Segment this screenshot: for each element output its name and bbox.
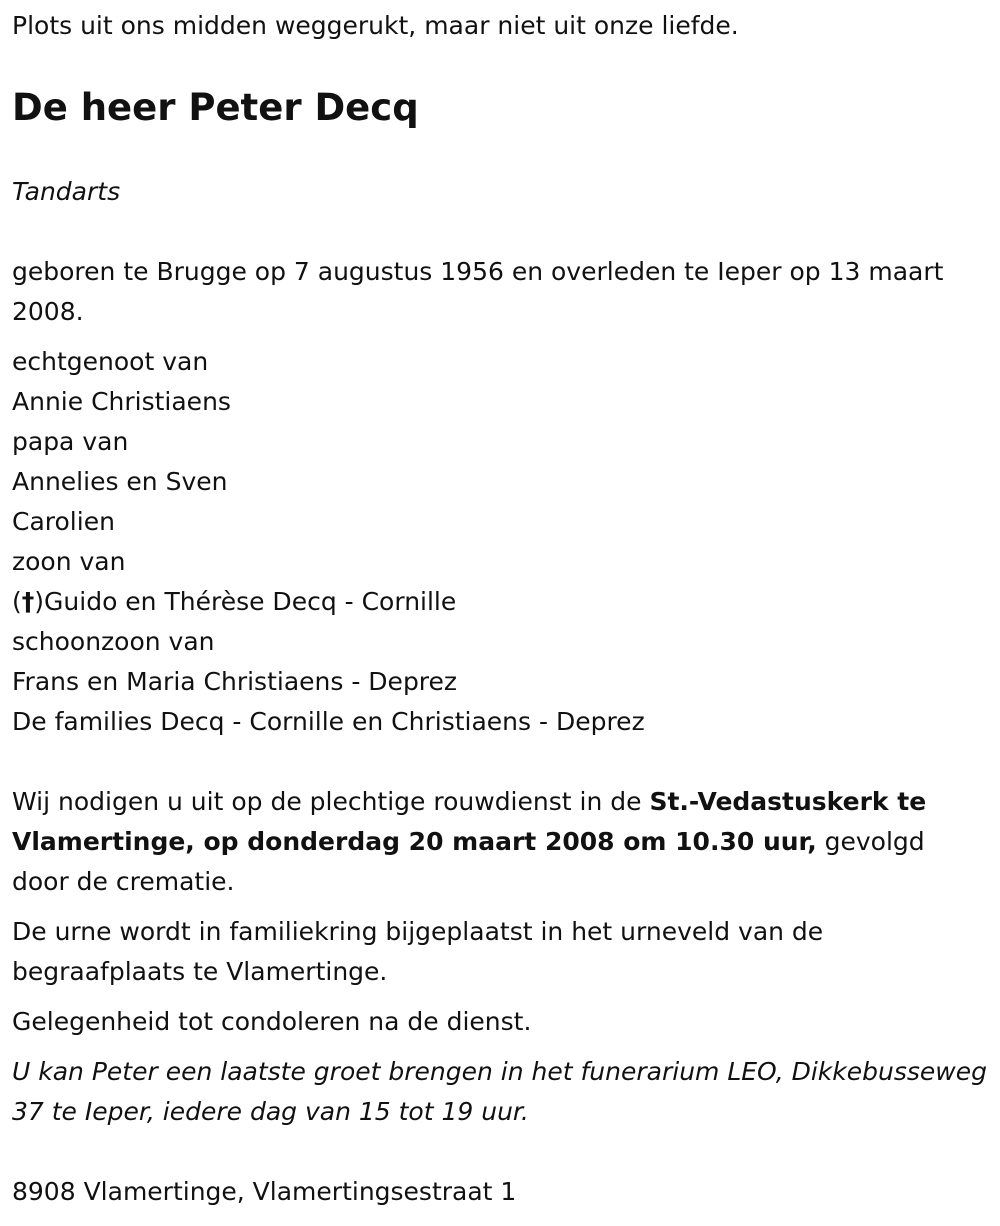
invite-suffix: gevolgd door de crematie. (12, 827, 925, 896)
visitation-text: U kan Peter een laatste groet brengen in het funerarium LEO, Dikkebusseweg 37 te Ieper, iedere dag van 15 tot 19 uur. (12, 1057, 987, 1126)
invite-prefix: Wij nodigen u uit op de plechtige rouwdienst in de (12, 787, 650, 816)
birth-death-text: geboren te Brugge op 7 augustus 1956 en overleden te Ieper op 13 maart 2008. (12, 257, 944, 326)
relation-line: zoon van (12, 547, 126, 576)
relation-line: Annie Christiaens (12, 387, 231, 416)
relation-line: Annelies en Sven (12, 467, 228, 496)
cross-icon: † (21, 587, 35, 616)
paren-open: ( (12, 587, 22, 616)
urn-text: De urne wordt in familiekring bijgeplaatst in het urneveld van de begraafplaats te Vlamertinge. (12, 917, 824, 986)
relation-line: papa van (12, 427, 129, 456)
relation-line: schoonzoon van (12, 627, 215, 656)
relations-list (12, 342, 988, 742)
address-text: 8908 Vlamertinge, Vlamertingsestraat 1 (12, 1177, 517, 1206)
relation-line: echtgenoot van (12, 347, 209, 376)
invite-church-date: St.-Vedastuskerk te Vlamertinge, op donderdag 20 maart 2008 om 10.30 uur, (12, 787, 927, 856)
relation-line: De families Decq - Cornille en Christiaens - Deprez (12, 707, 645, 736)
motto-text: Plots uit ons midden weggerukt, maar niet uit onze liefde. (12, 11, 739, 40)
parents-names: Guido en Thérèse Decq - Cornille (44, 587, 457, 616)
deceased-name: De heer Peter Decq (12, 86, 419, 129)
invitation-text (12, 782, 988, 902)
profession-text: Tandarts (12, 177, 121, 206)
relation-line: Frans en Maria Christiaens - Deprez (12, 667, 458, 696)
relation-line: Carolien (12, 507, 115, 536)
parents-line (12, 582, 988, 622)
paren-close: ) (34, 587, 45, 616)
condolence-text: Gelegenheid tot condoleren na de dienst. (12, 1007, 532, 1036)
